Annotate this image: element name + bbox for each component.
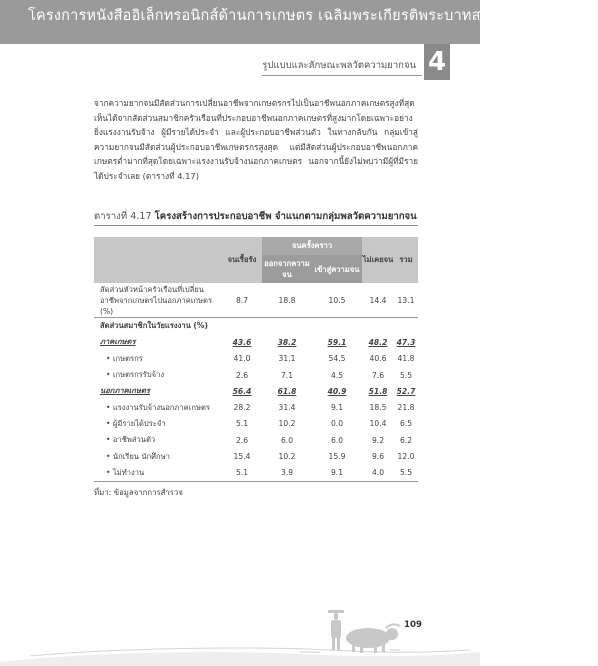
table-cell: 5.1: [222, 465, 262, 482]
column-header-entry: เข้าสู่ความจน: [312, 255, 362, 283]
table-cell: 13.1: [394, 283, 418, 318]
table-cell: 56.4: [232, 386, 252, 396]
table-row: [94, 351, 418, 367]
table-cell: 2.6: [235, 370, 249, 380]
table-row: [94, 448, 418, 464]
table-cell: 28.2: [233, 403, 251, 413]
table-cell: 40.9: [327, 386, 347, 396]
occupation-table: [94, 237, 418, 482]
table-row: [94, 399, 418, 415]
table-cell: 10.2: [278, 419, 296, 429]
row-label: • ผู้มีรายได้ประจำ: [106, 418, 166, 428]
row-label: • แรงงานรับจ้างนอกภาคเกษตร: [106, 402, 210, 412]
table-row: [94, 432, 418, 448]
table-row: [94, 283, 418, 318]
table-cell: 15.9: [328, 452, 346, 462]
table-cell: 6.0: [280, 435, 294, 445]
body-paragraph: จากความยากจนมีสัดส่วนการเปลี่ยนอาชีพจากเกษตรกรไปเป็นอาชีพนอกภาคเกษตรสูงที่สุด เห็นได้จากสัดส่วนสมาชิกครัวเรือนที่ประกอบอาชีพนอกภาคเกษตรที่สูงมากโดยเฉพาะอย่างยิ่งแรงงานรับจ้าง ผู้มีรายได้ประจำ และผู้ประกอบอาชีพส่วนตัว ในทางกลับกัน กลุ่มเข้าสู่ความยากจนมีสัดส่วนผู้ประกอบอาชีพเกษตรกรสูงสุด แต่มีสัดส่วนผู้ประกอบอาชีพนอกภาคเกษตรต่ำมากที่สุดโดยเฉพาะแรงงานรับจ้างนอกภาคเกษตร นอกจากนี้ยังไม่พบว่ามีผู้ที่มีรายได้ประจำเลย (ตารางที่ 4.17): [94, 98, 418, 181]
table-cell: 10.4: [369, 419, 387, 429]
table-cell: 4.0: [362, 465, 394, 482]
table-cell: 59.1: [327, 337, 347, 347]
header-bar: [0, 0, 598, 44]
table-cell: 18.8: [262, 283, 312, 318]
table-caption-label: ตารางที่ 4.17: [94, 211, 152, 222]
header-label-cell: [94, 237, 222, 283]
section-label: สัดส่วนสมาชิกในวัยแรงงาน (%): [100, 321, 208, 331]
table-row: [94, 383, 418, 399]
table-cell: 15.4: [233, 452, 251, 462]
table-cell: 5.5: [394, 465, 418, 482]
table-cell: 61.8: [277, 386, 297, 396]
table-cell: 41.8: [397, 354, 415, 364]
table-source: ที่มา: ข้อมูลจากการสำรวจ: [94, 488, 183, 497]
table-caption-title: โครงสร้างการประกอบอาชีพ จำแนกตามกลุ่มพลวัตความยากจน: [154, 211, 417, 222]
table-cell: 48.2: [368, 337, 388, 347]
row-label: ภาคเกษตร: [100, 337, 136, 347]
row-label: • เกษตรกร: [106, 353, 143, 363]
table-cell: 7.1: [280, 370, 294, 380]
book-title: โครงการหนังสืออิเล็กทรอนิกส์ด้านการเกษตร เฉลิมพระเกียรติพระบาทสมเด็จพระเจ้าอยู่หัว: [28, 8, 598, 24]
column-header-total: รวม: [394, 237, 418, 283]
table-cell: 9.6: [371, 452, 385, 462]
table-cell: 6.0: [330, 435, 344, 445]
column-group-transient: จนครั้งคราว: [262, 237, 362, 255]
chapter-rule: [262, 75, 422, 76]
table-cell: 52.7: [396, 386, 416, 396]
table-cell: 54.5: [328, 354, 346, 364]
table-cell: 51.8: [368, 386, 388, 396]
table-cell: 6.5: [399, 419, 413, 429]
table-row: [94, 416, 418, 432]
page-number: 109: [404, 620, 422, 630]
row-label: • นักเรียน นักศึกษา: [106, 451, 170, 461]
table-cell: 40.6: [369, 354, 387, 364]
table-cell: 7.6: [371, 370, 385, 380]
table-cell: 41.0: [233, 354, 251, 364]
row-label: • เกษตรกรรับจ้าง: [106, 370, 165, 380]
table-cell: 18.5: [369, 403, 387, 413]
table-cell: 10.5: [312, 283, 362, 318]
table-cell: 6.2: [399, 435, 413, 445]
table-caption: [94, 209, 424, 224]
chapter-subtitle: รูปแบบและลักษณะพลวัตความยากจน: [262, 60, 416, 71]
table-cell: 43.6: [232, 337, 252, 347]
column-header-chronic: จนเรื้อรัง: [222, 237, 262, 283]
table-cell: 47.3: [396, 337, 416, 347]
table-cell: 0.0: [330, 419, 344, 429]
table-cell: 12.0: [397, 452, 415, 462]
table-cell: 3.9: [262, 465, 312, 482]
chapter-number: 4: [424, 44, 450, 80]
section-row: [94, 318, 418, 335]
table-row: [94, 334, 418, 350]
table-cell: 9.1: [312, 465, 362, 482]
table-row: [94, 465, 418, 482]
row-label: นอกภาคเกษตร: [100, 386, 150, 396]
table-cell: 8.7: [222, 283, 262, 318]
table-cell: 9.1: [330, 403, 344, 413]
column-header-never: ไม่เคยจน: [362, 237, 394, 283]
body-text: [94, 96, 418, 184]
table-cell: 10.2: [278, 452, 296, 462]
table-cell: 9.2: [371, 435, 385, 445]
table-cell: 5.1: [235, 419, 249, 429]
table-cell: 2.6: [235, 435, 249, 445]
table-cell: 5.5: [399, 370, 413, 380]
row-label: สัดส่วนหัวหน้าครัวเรือนที่เปลี่ยนอาชีพจากเกษตรไปนอกภาคเกษตร (%): [94, 283, 222, 318]
table-cell: 14.4: [362, 283, 394, 318]
row-label: • อาชีพส่วนตัว: [106, 435, 156, 445]
table-cell: 4.5: [330, 370, 344, 380]
table-cell: 38.2: [277, 337, 297, 347]
row-label: • ไม่ทำงาน: [94, 465, 222, 482]
table-cell: 21.8: [397, 403, 415, 413]
table-cell: 31.1: [278, 354, 296, 364]
column-header-exit: ออกจากความจน: [262, 255, 312, 283]
table-row: [94, 367, 418, 383]
table-cell: 31.4: [278, 403, 296, 413]
table-caption-rule: [94, 225, 418, 226]
